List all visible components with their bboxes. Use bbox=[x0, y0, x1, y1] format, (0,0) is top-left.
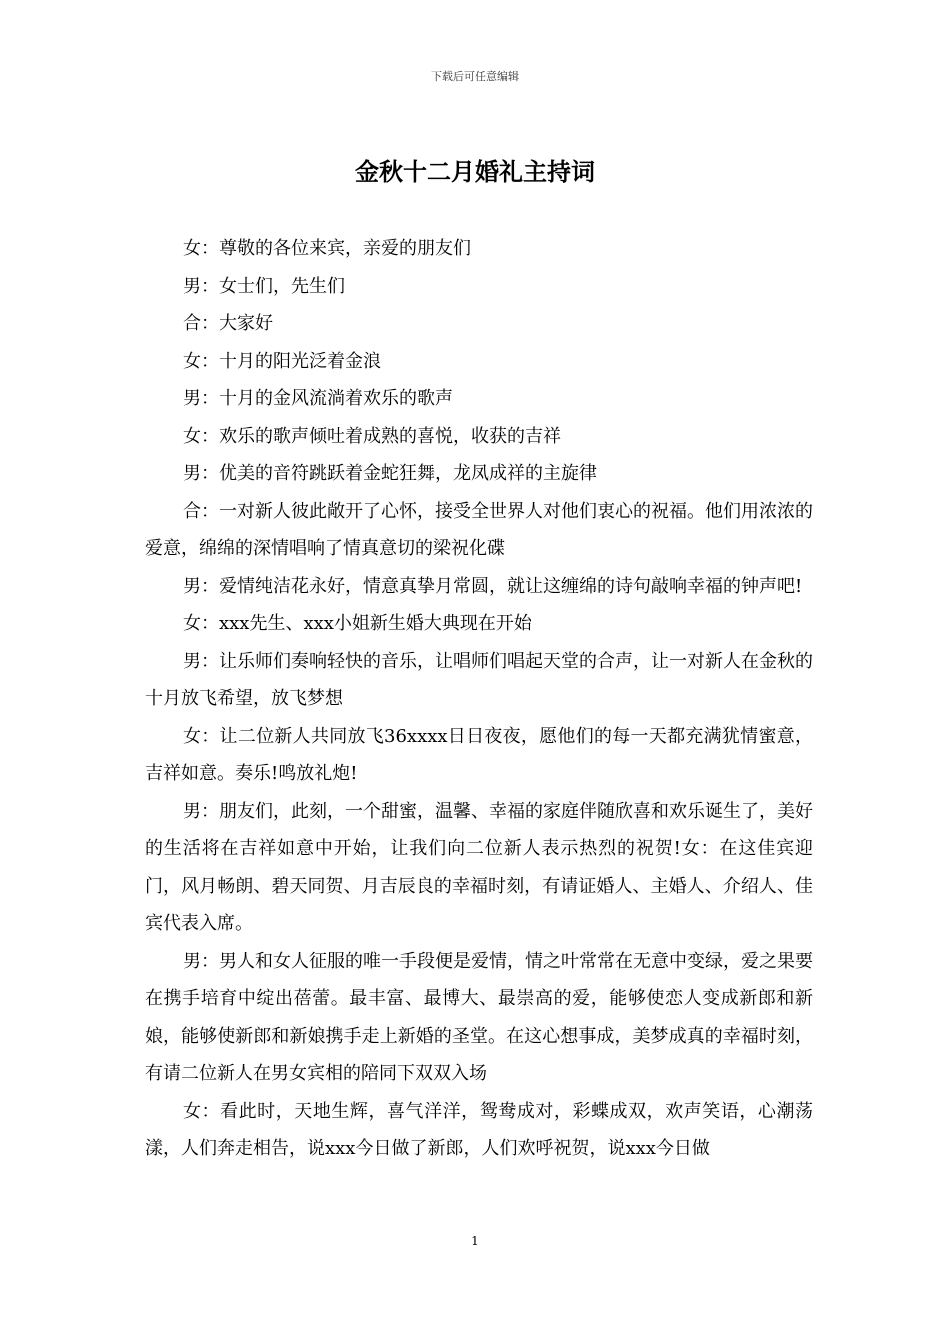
paragraph: 女：尊敬的各位来宾，亲爱的朋友们 bbox=[183, 238, 471, 259]
document-body bbox=[145, 230, 813, 1168]
document-title: 金秋十二月婚礼主持词 bbox=[355, 158, 595, 186]
paragraph: 女：xxx先生、xxx小姐新生婚大典现在开始 bbox=[183, 613, 532, 634]
paragraph: 女：看此时，天地生辉，喜气洋洋，鸳鸯成对，彩蝶成双，欢声笑语，心潮荡漾，人们奔走相告，说xxx今日做了新郎，人们欢呼祝贺，说xxx今日做 bbox=[145, 1100, 813, 1159]
paragraph: 合：一对新人彼此敞开了心怀，接受全世界人对他们衷心的祝福。他们用浓浓的爱意，绵绵的深情唱响了情真意切的梁祝化碟 bbox=[145, 500, 813, 559]
paragraph: 女：十月的阳光泛着金浪 bbox=[183, 350, 381, 372]
paragraph: 男：让乐师们奏响轻快的音乐，让唱师们唱起天堂的合声，让一对新人在金秋的十月放飞希望，放飞梦想 bbox=[145, 650, 813, 709]
paragraph: 男：朋友们，此刻，一个甜蜜，温馨、幸福的家庭伴随欣喜和欢乐诞生了，美好的生活将在吉祥如意中开始，让我们向二位新人表示热烈的祝贺!女：在这佳宾迎门，风月畅朗、碧天同贺、月吉辰良的幸福时刻，有请证婚人、主婚人、介绍人、佳宾代表入席。 bbox=[145, 800, 813, 934]
paragraph: 合：大家好 bbox=[183, 313, 273, 334]
paragraph: 男：爱情纯洁花永好，情意真挚月常圆，就让这缠绵的诗句敲响幸福的钟声吧! bbox=[183, 575, 803, 597]
paragraph: 男：男人和女人征服的唯一手段便是爱情，情之叶常常在无意中变绿，爱之果要在携手培育中绽出蓓蕾。最丰富、最博大、最崇高的爱，能够使恋人变成新郎和新娘，能够使新郎和新娘携手走上新婚的圣堂。在这心想事成，美梦成真的幸福时刻，有请二位新人在男女宾相的陪同下双双入场 bbox=[145, 950, 813, 1084]
paragraph: 女：欢乐的歌声倾吐着成熟的喜悦，收获的吉祥 bbox=[183, 425, 561, 447]
paragraph: 男：优美的音符跳跃着金蛇狂舞，龙凤成祥的主旋律 bbox=[183, 463, 597, 484]
header-note: 下载后可任意编辑 bbox=[431, 70, 519, 83]
page-number: 1 bbox=[471, 1234, 479, 1248]
paragraph: 女：让二位新人共同放飞36xxxx日日夜夜，愿他们的每一天都充满犹情蜜意，吉祥如意。奏乐!鸣放礼炮! bbox=[145, 725, 813, 784]
paragraph: 男：十月的金风流淌着欢乐的歌声 bbox=[183, 388, 453, 409]
paragraph: 男：女士们，先生们 bbox=[183, 275, 345, 297]
